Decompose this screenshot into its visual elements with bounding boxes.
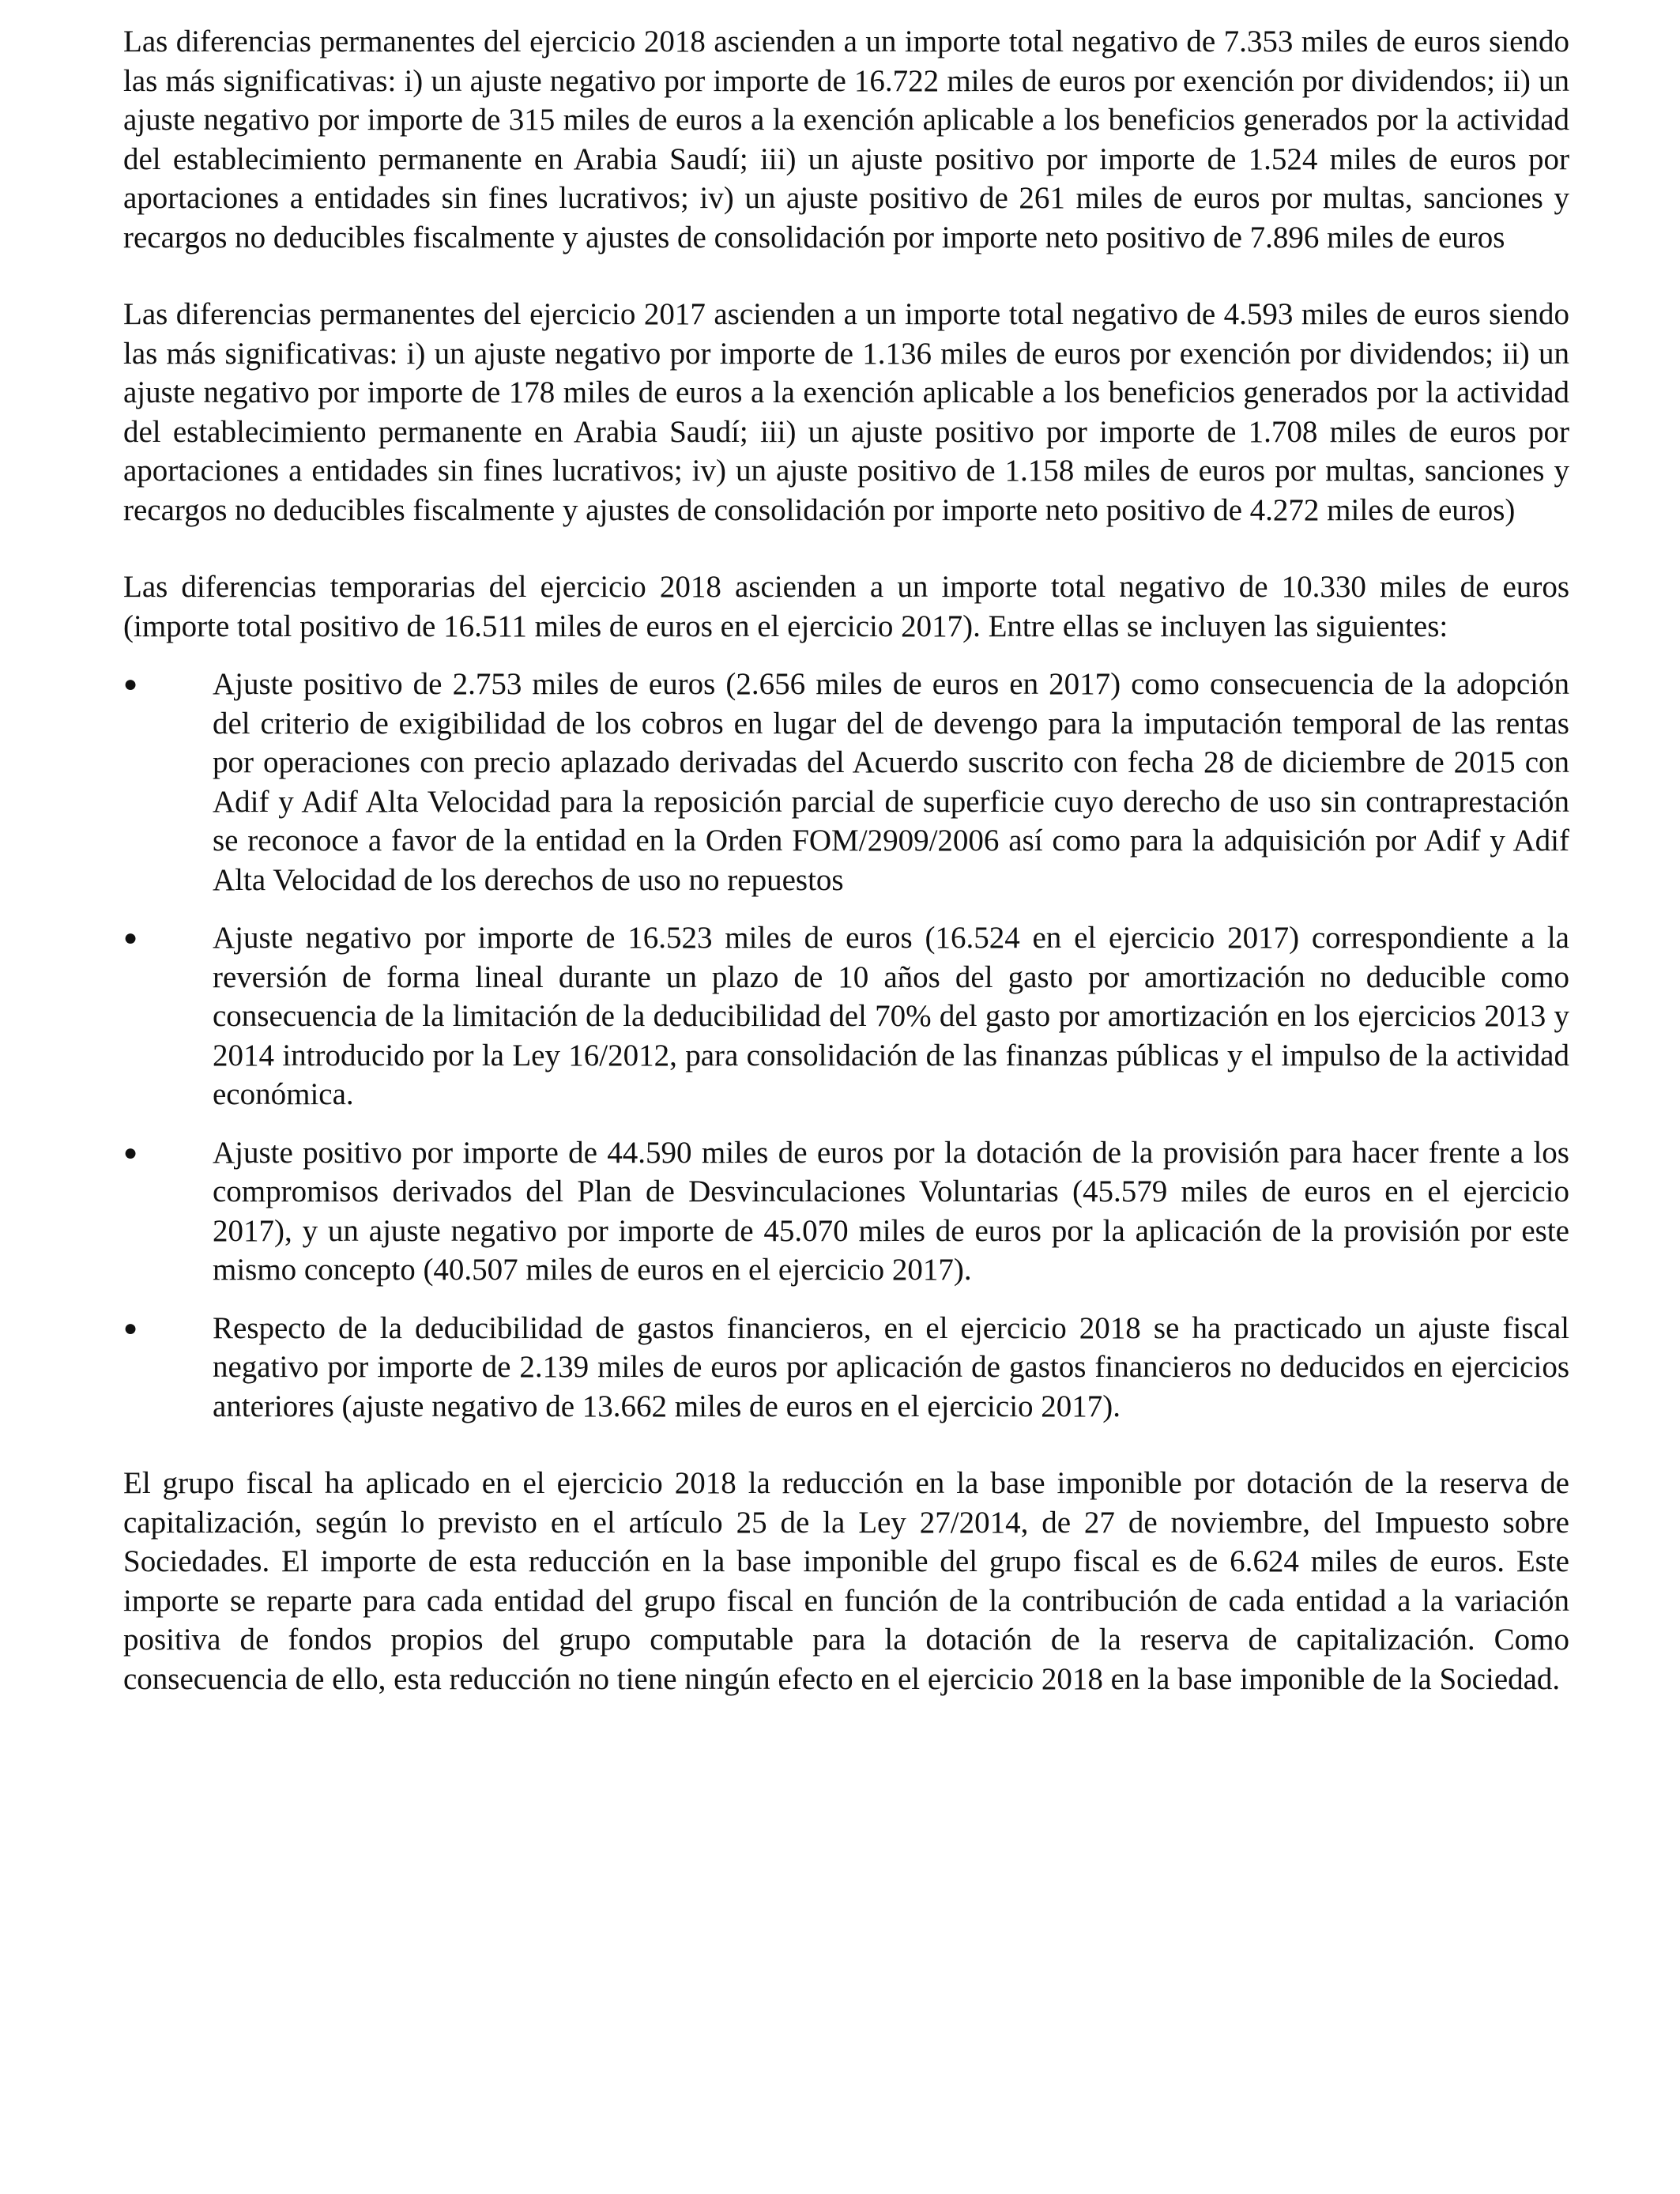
document-page [123,22,1569,1698]
list-item-text: Ajuste negativo por importe de 16.523 miles de euros (16.524 en el ejercicio 2017) correspondiente a la reversión de forma lineal durante un plazo de 10 años del gasto por amortización no deducible como consecuencia de la limitación de la deducibilidad del 70% del gasto por amortización en los ejercicios 2013 y 2014 introducido por la Ley 16/2012, para consolidación de las finanzas públicas y el impulso de la actividad económica. [213,921,1569,1111]
list-item-text: Respecto de la deducibilidad de gastos financieros, en el ejercicio 2018 se ha practicado un ajuste fiscal negativo por importe de 2.139 miles de euros por aplicación de gastos financieros no deducidos en ejercicios anteriores (ajuste negativo de 13.662 miles de euros en el ejercicio 2017). [213,1310,1569,1423]
paragraph-permanent-differences-2017: Las diferencias permanentes del ejercicio 2017 ascienden a un importe total negativo de 4.593 miles de euros siendo las más significativas: i) un ajuste negativo por importe de 1.136 miles de euros por exención por dividendos; ii) un ajuste negativo por importe de 178 miles de euros a la exención aplicable a los beneficios generados por la actividad del establecimiento permanente en Arabia Saudí; iii) un ajuste positivo por importe de 1.708 miles de euros por aportaciones a entidades sin fines lucrativos; iv) un ajuste positivo de 1.158 miles de euros por multas, sanciones y recargos no deducibles fiscalmente y ajustes de consolidación por importe neto positivo de 4.272 miles de euros) [123,297,1569,527]
list-item [123,918,1569,1114]
bullet-icon: ● [123,1139,138,1166]
paragraph-capitalization-reserve: El grupo fiscal ha aplicado en el ejercicio 2018 la reducción en la base imponible por dotación de la reserva de capitalización, según lo previsto en el artículo 25 de la Ley 27/2014, de 27 de noviembre, del Impuesto sobre Sociedades. El importe de esta reducción en la base imponible del grupo fiscal es de 6.624 miles de euros. Este importe se reparte para cada entidad del grupo fiscal en función de la contribución de cada entidad a la variación positiva de fondos propios del grupo computable para la dotación de la reserva de capitalización. Como consecuencia de ello, esta reducción no tiene ningún efecto en el ejercicio 2018 en la base imponible de la Sociedad. [123,1466,1569,1696]
temporary-differences-list [123,665,1569,1426]
list-item [123,1309,1569,1427]
bullet-icon: ● [123,671,138,697]
paragraph-temporary-differences-2018: Las diferencias temporarias del ejercicio 2018 ascienden a un importe total negativo de 10.330 miles de euros (importe total positivo de 16.511 miles de euros en el ejercicio 2017). Entre ellas se incluyen las siguientes: [123,570,1569,643]
bullet-icon: ● [123,1314,138,1341]
list-item [123,665,1569,899]
paragraph-permanent-differences-2018: Las diferencias permanentes del ejercicio 2018 ascienden a un importe total negativo de 7.353 miles de euros siendo las más significativas: i) un ajuste negativo por importe de 16.722 miles de euros por exención por dividendos; ii) un ajuste negativo por importe de 315 miles de euros a la exención aplicable a los beneficios generados por la actividad del establecimiento permanente en Arabia Saudí; iii) un ajuste positivo por importe de 1.524 miles de euros por aportaciones a entidades sin fines lucrativos; iv) un ajuste positivo de 261 miles de euros por multas, sanciones y recargos no deducibles fiscalmente y ajustes de consolidación por importe neto positivo de 7.896 miles de euros [123,25,1569,254]
list-item-text: Ajuste positivo por importe de 44.590 miles de euros por la dotación de la provisión para hacer frente a los compromisos derivados del Plan de Desvinculaciones Voluntarias (45.579 miles de euros en el ejercicio 2017), y un ajuste negativo por importe de 45.070 miles de euros por la aplicación de la provisión por este mismo concepto (40.507 miles de euros en el ejercicio 2017). [213,1135,1569,1287]
list-item-text: Ajuste positivo de 2.753 miles de euros (2.656 miles de euros en 2017) como consecuencia de la adopción del criterio de exigibilidad de los cobros en lugar del de devengo para la imputación temporal de las rentas por operaciones con precio aplazado derivadas del Acuerdo suscrito con fecha 28 de diciembre de 2015 con Adif y Adif Alta Velocidad para la reposición parcial de superficie cuyo derecho de uso sin contraprestación se reconoce a favor de la entidad en la Orden FOM/2909/2006 así como para la adquisición por Adif y Adif Alta Velocidad de los derechos de uso no repuestos [213,667,1569,897]
bullet-icon: ● [123,925,138,951]
list-item [123,1133,1569,1290]
